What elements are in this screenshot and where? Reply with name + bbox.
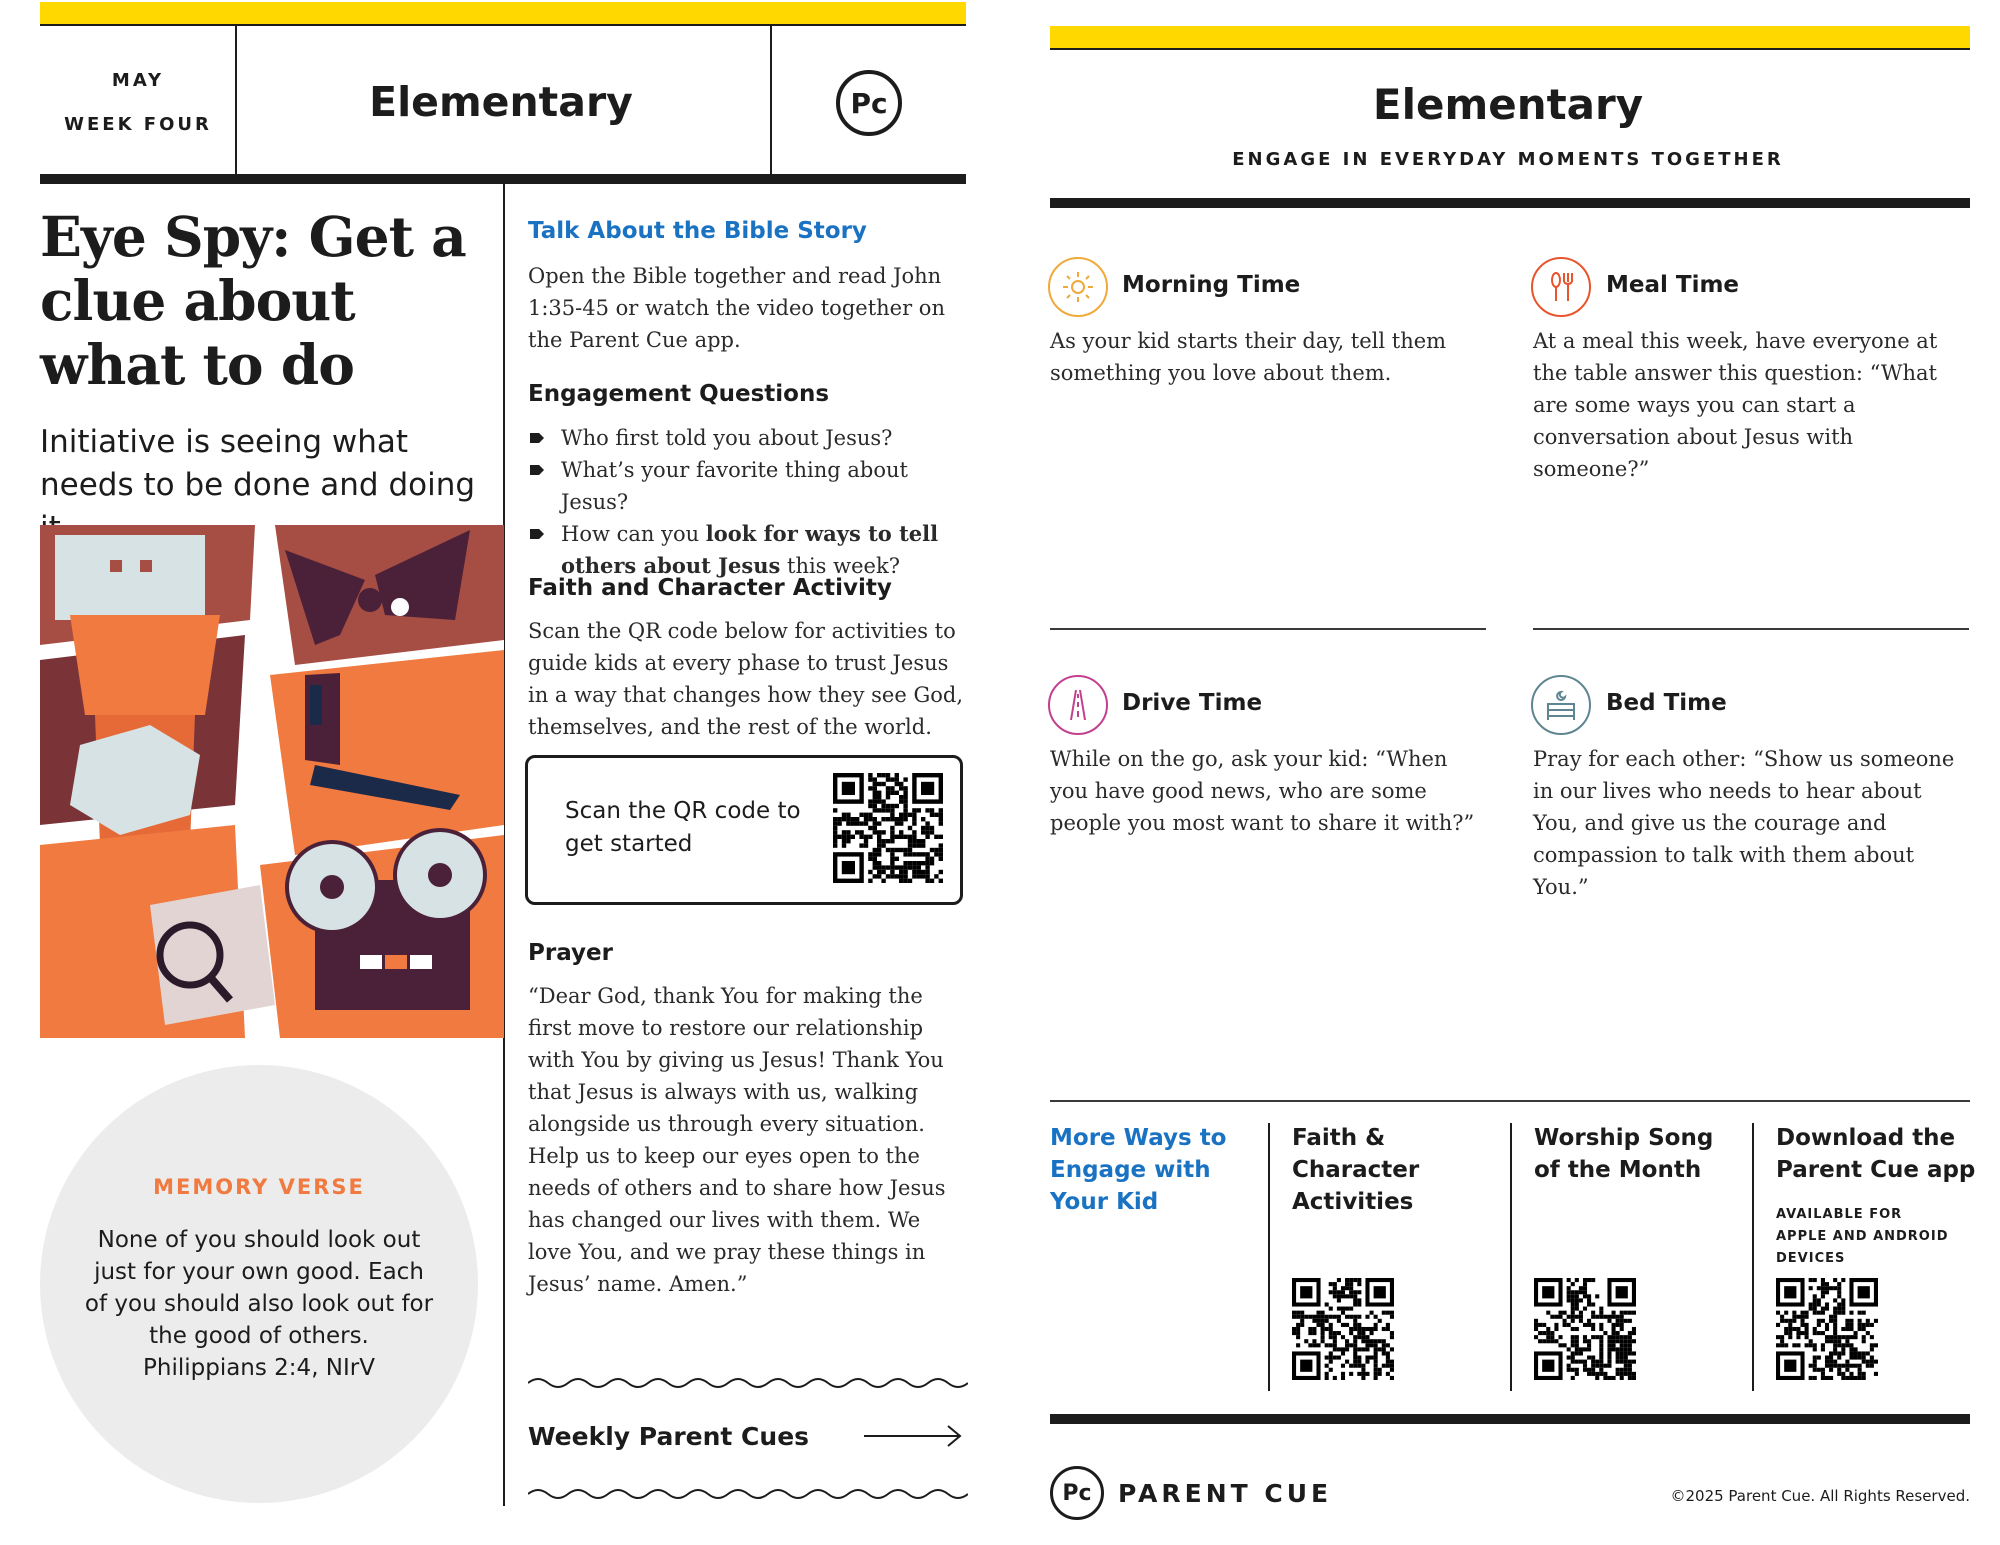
memory-verse-text (80, 1224, 438, 1384)
recorder-button-1 (360, 955, 382, 969)
qr-code-graphic (833, 773, 943, 883)
header-title: Elementary (369, 78, 633, 126)
activity-qr-code[interactable] (833, 773, 943, 883)
left-top-rule (40, 24, 966, 26)
sun-icon (1048, 257, 1108, 317)
more-ways-divider-3 (1752, 1123, 1754, 1391)
pearl (391, 598, 409, 616)
activity-text: Scan the QR code below for activities to guide kids at every phase to trust Jesus in a way that changes how they see God, themselves, and the rest of the world. (528, 619, 963, 739)
app-qr-code[interactable] (1776, 1278, 1878, 1380)
sun-glyph (1061, 270, 1095, 304)
footer-logo (1050, 1466, 1104, 1520)
footer-copyright: ©2025 Parent Cue. All Rights Reserved. (1670, 1487, 1970, 1505)
prayer-text: “Dear God, thank You for making the first move to restore our relationship with You by giving us Jesus! Thank You that Jesus is always with us, walking alongside us through every situation. Help us to keep our eyes open to the needs of others and to share how Jesus has changed our lives with them. We love You, and we pray these things in Jesus’ name. Amen.” (528, 984, 946, 1296)
wavy-line-bottom (528, 1490, 968, 1498)
bed-title: Bed Time (1606, 690, 1727, 716)
footer-rule (1050, 1414, 1970, 1424)
q3-before: How can you (561, 522, 706, 546)
bed-glyph (1544, 688, 1578, 722)
parent-cue-logo (836, 70, 902, 136)
memory-verse-body: None of you should look out just for your own good. Each of you should also look out for the good of others. (84, 1227, 434, 1349)
prayer-heading: Prayer (528, 940, 613, 966)
q3-bold: look for ways to tell others about Jesus (561, 521, 939, 578)
bed-icon (1531, 675, 1591, 735)
meal-title: Meal Time (1606, 272, 1740, 298)
right-top-rule (1050, 48, 1970, 50)
footer-logo-text: Pc (1062, 1480, 1092, 1506)
moments-divider-right (1533, 628, 1969, 630)
moments-divider-left (1050, 628, 1486, 630)
left-top-yellow-bar (40, 2, 966, 24)
morning-text: As your kid starts their day, tell them something you love about them. (1050, 329, 1447, 385)
wavy-divider-bottom (528, 1486, 968, 1502)
worship-qr-code[interactable] (1534, 1278, 1636, 1380)
app-availability-note: AVAILABLE FOR APPLE AND ANDROID DEVICES (1776, 1207, 1949, 1266)
wavy-divider-top (528, 1375, 968, 1391)
weekly-cues-label: Weekly Parent Cues (528, 1422, 810, 1451)
more-ways-divider-1 (1268, 1123, 1270, 1391)
more-ways-top-rule (1050, 1100, 1970, 1102)
flashlight-body (70, 615, 220, 715)
header-week: WEEK FOUR (64, 114, 212, 135)
drive-title: Drive Time (1122, 690, 1263, 716)
header-divider-2 (770, 26, 772, 174)
activity-heading: Faith and Character Activity (528, 575, 892, 601)
lesson-title: Eye Spy: Get a clue about what to do (40, 204, 466, 397)
logo-text: Pc (850, 86, 888, 120)
right-subtitle: ENGAGE IN EVERYDAY MOMENTS TOGETHER (1232, 149, 1784, 170)
worship-col-heading: Worship Song of the Month (1534, 1125, 1714, 1183)
recorder-button-3 (410, 955, 432, 969)
activities-qr-code[interactable] (1292, 1278, 1394, 1380)
footer-brand: PARENT CUE (1118, 1479, 1333, 1508)
engagement-question-3 (528, 518, 968, 582)
bible-story-heading: Talk About the Bible Story (528, 218, 867, 244)
engagement-questions-list (528, 422, 968, 582)
header-bottom-rule (40, 174, 966, 184)
arrow-right-icon[interactable] (864, 1422, 964, 1450)
engagement-question-2: What’s your favorite thing about Jesus? (528, 454, 968, 518)
road-icon (1048, 675, 1108, 735)
right-header-rule (1050, 198, 1970, 208)
building-window-2 (140, 560, 152, 572)
engagement-question-1: Who first told you about Jesus? (528, 422, 968, 454)
drive-text: While on the go, ask your kid: “When you have good news, who are some people you most want to share it with?” (1050, 747, 1475, 835)
bowtie-knot (358, 588, 382, 612)
right-title: Elementary (1372, 80, 1644, 129)
header-month: MAY (111, 70, 165, 91)
memory-verse-reference: Philippians 2:4, NIrV (143, 1355, 375, 1381)
engagement-heading: Engagement Questions (528, 381, 830, 407)
q3-after: this week? (780, 554, 900, 578)
paper-sheet (150, 885, 275, 1025)
qr-code-graphic (1776, 1278, 1878, 1380)
app-col-heading: Download the Parent Cue app (1776, 1125, 1976, 1183)
memory-verse-label: MEMORY VERSE (153, 1175, 365, 1199)
building-window-1 (110, 560, 122, 572)
door-figure (310, 685, 322, 725)
activities-col-heading: Faith & Character Activities (1292, 1125, 1420, 1215)
utensils-icon (1531, 257, 1591, 317)
qr-code-graphic (1534, 1278, 1636, 1380)
qr-code-graphic (1292, 1278, 1394, 1380)
weekly-cues-link[interactable] (528, 1422, 809, 1451)
more-ways-divider-2 (1510, 1123, 1512, 1391)
bed-text: Pray for each other: “Show us someone in our lives who needs to hear about You, and give us the courage and compassion to talk with them about You.” (1533, 747, 1955, 899)
bible-story-text: Open the Bible together and read John 1:35-45 or watch the video together on the Parent Cue app. (528, 264, 945, 352)
more-ways-heading: More Ways to Engage with Your Kid (1050, 1125, 1227, 1215)
reel-left-hub (320, 875, 344, 899)
right-top-yellow-bar (1050, 26, 1970, 48)
wavy-line-top (528, 1379, 968, 1387)
morning-title: Morning Time (1122, 272, 1301, 298)
building-silhouette (55, 535, 205, 620)
reel-right-hub (428, 863, 452, 887)
lesson-illustration (40, 525, 504, 1038)
qr-callout-label: Scan the QR code to get started (565, 798, 801, 857)
utensils-glyph (1544, 270, 1578, 304)
meal-text: At a meal this week, have everyone at the table answer this question: “What are some ways you can start a conversation about Jesus with someone?” (1533, 329, 1938, 481)
lesson-subtitle: Initiative is seeing what needs to be done and doing (40, 424, 476, 503)
recorder-button-2 (385, 955, 407, 969)
road-glyph (1061, 688, 1095, 722)
